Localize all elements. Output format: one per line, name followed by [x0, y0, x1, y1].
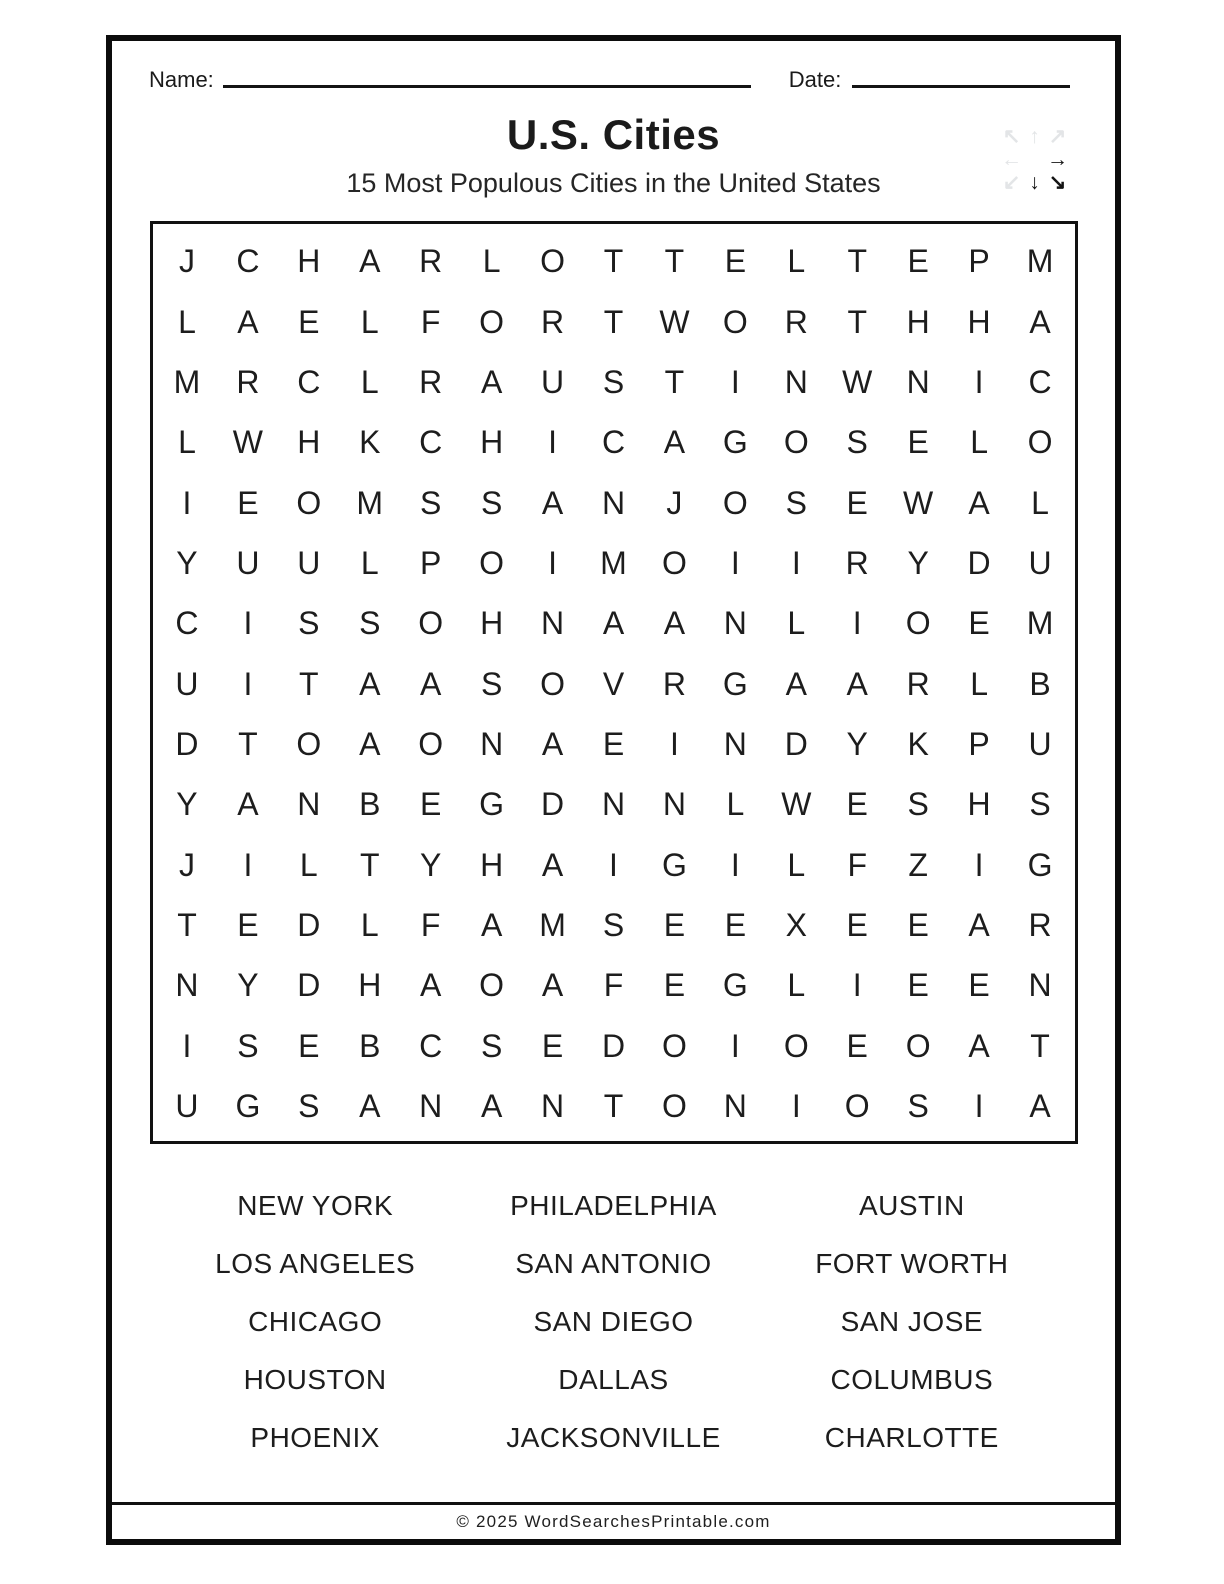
grid-cell-r3c11: N [784, 363, 808, 400]
grid-cell-r13c14: E [968, 967, 990, 1004]
grid-cell-r15c14: I [974, 1087, 984, 1124]
grid-cell-r4c12: S [846, 424, 868, 461]
grid-cell-r14c12: E [846, 1027, 868, 1064]
grid-cell-r10c6: G [479, 786, 505, 823]
grid-cell-r13c7: A [541, 967, 564, 1004]
grid-cell-r15c10: N [723, 1087, 747, 1124]
grid-cell-r9c3: O [296, 725, 322, 762]
grid-cell-r11c8: I [609, 846, 618, 883]
word-item: CHARLOTTE [824, 1421, 999, 1453]
grid-cell-r3c2: R [236, 363, 260, 400]
grid-cell-r4c5: C [419, 424, 443, 461]
grid-cell-r5c12: E [846, 484, 868, 521]
grid-cell-r4c11: O [783, 424, 809, 461]
grid-cell-r12c12: E [846, 906, 868, 943]
grid-cell-r4c6: H [480, 424, 504, 461]
grid-cell-r13c11: L [787, 967, 806, 1004]
grid-cell-r2c4: L [360, 303, 379, 340]
grid-cell-r11c4: T [359, 846, 380, 883]
grid-cell-r4c8: C [601, 424, 626, 461]
grid-cell-r5c15: L [1031, 484, 1049, 521]
grid-cell-r13c9: E [663, 967, 686, 1004]
grid-cell-r2c5: F [420, 303, 441, 340]
grid-cell-r3c4: L [360, 363, 379, 400]
grid-cell-r3c3: C [297, 363, 321, 400]
up-right-arrow: ↗ [1048, 125, 1067, 148]
date-input-line [852, 85, 1070, 88]
word-item: SAN DIEGO [533, 1305, 694, 1337]
grid-cell-r9c10: N [723, 725, 747, 762]
grid-cell-r14c9: O [661, 1027, 687, 1064]
grid-cell-r2c2: A [237, 303, 259, 340]
grid-cell-r15c5: N [419, 1087, 443, 1124]
grid-cell-r8c8: V [602, 665, 625, 702]
grid-cell-r4c15: O [1027, 424, 1053, 461]
left-arrow: ← [1001, 148, 1022, 171]
grid-cell-r9c2: T [238, 725, 258, 762]
word-list-column-1 [166, 1177, 464, 1467]
up-arrow: ↑ [1029, 125, 1040, 148]
grid-cell-r1c9: T [664, 243, 685, 280]
grid-cell-r5c2: E [237, 484, 259, 521]
grid-cell-r7c4: S [359, 605, 381, 642]
word-item: NEW YORK [237, 1189, 394, 1221]
grid-cell-r3c14: I [974, 363, 984, 400]
grid-cell-r5c6: S [480, 484, 503, 521]
word-item: SAN ANTONIO [515, 1247, 712, 1279]
right-arrow: → [1047, 148, 1068, 171]
grid-cell-r7c15: M [1026, 605, 1054, 642]
grid-cell-r8c3: T [299, 665, 319, 702]
grid-cell-r14c5: C [419, 1027, 443, 1064]
grid-cell-r11c15: G [1027, 846, 1053, 883]
grid-cell-r8c11: A [785, 665, 807, 702]
grid-cell-r7c1: C [175, 605, 199, 642]
grid-cell-r3c9: T [664, 363, 685, 400]
grid-cell-r5c7: A [541, 484, 564, 521]
grid-cell-r1c7: O [540, 243, 565, 280]
grid-cell-r1c8: T [603, 243, 624, 280]
grid-cell-r1c1: J [178, 243, 195, 280]
word-item: AUSTIN [858, 1189, 965, 1221]
grid-cell-r11c11: L [787, 846, 806, 883]
grid-cell-r10c12: E [846, 786, 868, 823]
grid-cell-r5c3: O [296, 484, 322, 521]
grid-cell-r6c3: U [297, 544, 321, 581]
grid-cell-r2c10: O [722, 303, 748, 340]
grid-cell-r4c7: I [548, 424, 557, 461]
word-list-column-2 [464, 1177, 762, 1467]
grid-cell-r11c7: A [541, 846, 564, 883]
grid-cell-r6c11: I [791, 544, 801, 581]
grid-cell-r13c1: N [175, 967, 199, 1004]
grid-cell-r13c13: E [907, 967, 929, 1004]
footer-bar [112, 1502, 1115, 1539]
grid-cell-r8c12: A [846, 665, 868, 702]
grid-cell-r15c9: O [661, 1087, 687, 1124]
page-subtitle: 15 Most Populous Cities in the United States [346, 167, 881, 198]
grid-cell-r2c12: T [847, 303, 867, 340]
grid-cell-r8c10: G [722, 665, 748, 702]
grid-cell-r13c2: Y [237, 967, 259, 1004]
grid-cell-r4c4: K [359, 424, 381, 461]
grid-cell-r12c3: D [297, 906, 321, 943]
center-blank [1023, 148, 1046, 171]
grid-cell-r15c8: T [603, 1087, 624, 1124]
down-arrow: ↓ [1029, 171, 1040, 194]
grid-cell-r3c7: U [541, 363, 565, 400]
grid-cell-r9c1: D [175, 725, 199, 762]
grid-cell-r6c12: R [845, 544, 869, 581]
grid-cell-r9c7: A [541, 725, 564, 762]
grid-cell-r10c13: S [907, 786, 929, 823]
grid-cell-r9c13: K [907, 725, 929, 762]
grid-cell-r9c14: P [968, 725, 990, 762]
grid-cell-r1c13: E [907, 243, 929, 280]
grid-cell-r6c9: O [661, 544, 687, 581]
grid-cell-r2c8: T [603, 303, 624, 340]
grid-cell-r15c11: I [791, 1087, 801, 1124]
grid-cell-r14c3: E [298, 1027, 320, 1064]
grid-cell-r11c3: L [299, 846, 318, 883]
grid-cell-r11c1: J [178, 846, 195, 883]
grid-cell-r1c14: P [968, 243, 990, 280]
copyright-text: © 2025 WordSearchesPrintable.com [456, 1512, 771, 1531]
grid-cell-r14c1: I [182, 1027, 192, 1064]
grid-cell-r7c13: O [905, 605, 931, 642]
grid-cell-r6c10: I [730, 544, 740, 581]
grid-cell-r8c1: U [175, 665, 199, 702]
grid-cell-r7c7: N [541, 605, 565, 642]
grid-cell-r14c10: I [730, 1027, 740, 1064]
word-list [166, 1177, 1061, 1467]
grid-cell-r10c11: W [781, 786, 812, 823]
grid-cell-r5c11: S [785, 484, 807, 521]
grid-cell-r5c1: I [182, 484, 192, 521]
grid-cell-r2c11: R [784, 303, 808, 340]
word-item: DALLAS [558, 1363, 669, 1395]
grid-cell-r4c13: E [907, 424, 929, 461]
grid-cell-r13c4: H [358, 967, 382, 1004]
grid-cell-r3c6: A [480, 363, 503, 400]
grid-cell-r12c1: T [177, 906, 197, 943]
direction-indicator [1000, 125, 1069, 194]
grid-cell-r10c4: B [359, 786, 381, 823]
grid-cell-r6c2: U [236, 544, 260, 581]
grid-cell-r13c8: F [603, 967, 624, 1004]
grid-cell-r2c15: A [1029, 303, 1051, 340]
grid-cell-r12c2: E [237, 906, 259, 943]
word-item: COLUMBUS [830, 1363, 994, 1395]
word-item: PHILADELPHIA [510, 1189, 717, 1221]
grid-cell-r9c4: A [359, 725, 381, 762]
grid-cell-r12c5: F [420, 906, 441, 943]
grid-cell-r4c1: L [178, 424, 196, 461]
name-date-row [149, 67, 1078, 93]
grid-cell-r7c5: O [418, 605, 444, 642]
grid-cell-r14c4: B [359, 1027, 381, 1064]
grid-cell-r1c3: H [297, 243, 321, 280]
grid-cell-r11c9: G [661, 846, 687, 883]
grid-cell-r1c4: A [359, 243, 381, 280]
grid-cell-r4c10: G [722, 424, 748, 461]
grid-cell-r8c5: A [420, 665, 442, 702]
grid-cell-r10c7: D [541, 786, 565, 823]
grid-cell-r15c4: A [359, 1087, 381, 1124]
grid-cell-r2c14: H [967, 303, 991, 340]
down-left-arrow: ↙ [1002, 171, 1021, 194]
grid-cell-r12c9: E [663, 906, 686, 943]
grid-cell-r13c10: G [722, 967, 748, 1004]
grid-cell-r13c15: N [1028, 967, 1052, 1004]
grid-cell-r8c15: B [1029, 665, 1051, 702]
grid-cell-r8c13: R [906, 665, 930, 702]
grid-cell-r10c5: E [420, 786, 442, 823]
grid-cell-r8c6: S [480, 665, 503, 702]
word-item: CHICAGO [248, 1305, 383, 1337]
grid-cell-r5c10: O [722, 484, 748, 521]
grid-cell-r12c14: A [968, 906, 990, 943]
grid-cell-r3c13: N [906, 363, 930, 400]
grid-cell-r6c13: Y [907, 544, 929, 581]
grid-cell-r8c9: R [662, 665, 686, 702]
grid-cell-r8c14: L [970, 665, 988, 702]
grid-cell-r14c7: E [541, 1027, 564, 1064]
grid-cell-r9c6: N [480, 725, 504, 762]
grid-cell-r10c15: S [1029, 786, 1051, 823]
grid-cell-r13c3: D [297, 967, 321, 1004]
word-item: JACKSONVILLE [506, 1421, 721, 1453]
page-title: U.S. Cities [506, 111, 721, 158]
grid-cell-r6c5: P [420, 544, 442, 581]
grid-cell-r13c5: A [420, 967, 442, 1004]
grid-cell-r11c13: Z [908, 846, 928, 883]
grid-cell-r13c6: O [479, 967, 505, 1004]
grid-cell-r5c4: M [356, 484, 384, 521]
grid-cell-r14c14: A [968, 1027, 990, 1064]
grid-cell-r6c15: U [1028, 544, 1052, 581]
grid-cell-r12c7: M [539, 906, 566, 943]
grid-cell-r7c3: S [298, 605, 320, 642]
grid-cell-r14c2: S [237, 1027, 259, 1064]
grid-cell-r5c9: J [666, 484, 683, 521]
up-left-arrow: ↖ [1002, 125, 1021, 148]
grid-cell-r1c12: T [847, 243, 867, 280]
grid-cell-r15c15: A [1029, 1087, 1051, 1124]
worksheet [106, 35, 1121, 1545]
grid-cell-r6c1: Y [176, 544, 198, 581]
grid-cell-r11c12: F [847, 846, 867, 883]
grid-cell-r11c10: I [730, 846, 740, 883]
grid-cell-r6c4: L [360, 544, 379, 581]
grid-cell-r13c12: I [852, 967, 862, 1004]
grid-cell-r10c3: N [297, 786, 321, 823]
grid-cell-r3c12: W [842, 363, 873, 400]
grid-cell-r15c2: G [235, 1087, 261, 1124]
grid-cell-r15c13: S [907, 1087, 929, 1124]
grid-cell-r11c6: H [480, 846, 504, 883]
grid-cell-r7c14: E [968, 605, 990, 642]
down-right-arrow: ↘ [1048, 171, 1067, 194]
name-label: Name: [149, 67, 214, 92]
grid-cell-r7c9: A [663, 605, 686, 642]
grid-cell-r10c1: Y [176, 786, 198, 823]
word-item: FORT WORTH [815, 1247, 1009, 1279]
grid-cell-r5c8: N [601, 484, 626, 521]
grid-cell-r12c4: L [360, 906, 379, 943]
grid-cell-r15c1: U [175, 1087, 199, 1124]
grid-cell-r11c2: I [243, 846, 253, 883]
grid-cell-r2c3: E [298, 303, 320, 340]
grid-cell-r9c12: Y [846, 725, 868, 762]
date-label: Date: [788, 67, 842, 92]
grid-cell-r4c9: A [663, 424, 686, 461]
grid-cell-r10c2: A [237, 786, 259, 823]
grid-cell-r2c9: W [659, 303, 690, 340]
grid-cell-r1c2: C [236, 243, 260, 280]
grid-cell-r10c14: H [967, 786, 991, 823]
grid-cell-r10c9: N [662, 786, 686, 823]
grid-cell-r7c11: L [787, 605, 806, 642]
grid-cell-r9c5: O [418, 725, 444, 762]
grid-cell-r8c2: I [243, 665, 253, 702]
grid-cell-r6c6: O [479, 544, 505, 581]
grid-cell-r5c14: A [968, 484, 990, 521]
grid-cell-r2c13: H [906, 303, 930, 340]
grid-cell-r12c13: E [907, 906, 929, 943]
grid-cell-r9c15: U [1028, 725, 1052, 762]
grid-cell-r1c6: L [482, 243, 501, 280]
grid-cell-r15c12: O [844, 1087, 870, 1124]
grid-cell-r9c8: E [602, 725, 625, 762]
name-input-line [223, 85, 751, 88]
grid-cell-r14c15: T [1030, 1027, 1050, 1064]
grid-cell-r3c1: M [173, 363, 201, 400]
letter-grid [150, 221, 1078, 1144]
grid-cell-r10c8: N [601, 786, 626, 823]
grid-cell-r4c2: W [232, 424, 263, 461]
grid-cell-r5c5: S [420, 484, 442, 521]
grid-cell-r14c11: O [783, 1027, 809, 1064]
grid-cell-r1c5: R [419, 243, 443, 280]
grid-cell-r7c6: H [480, 605, 504, 642]
grid-cell-r4c14: L [970, 424, 988, 461]
grid-cell-r1c11: L [787, 243, 806, 280]
word-item: HOUSTON [243, 1363, 387, 1395]
grid-cell-r14c8: D [601, 1027, 626, 1064]
grid-cell-r6c8: M [600, 544, 627, 581]
grid-cell-r8c7: O [540, 665, 565, 702]
grid-cell-r9c11: D [784, 725, 808, 762]
grid-cell-r7c8: A [602, 605, 625, 642]
grid-cell-r12c10: E [724, 906, 747, 943]
word-item: LOS ANGELES [215, 1247, 416, 1279]
word-item: SAN JOSE [840, 1305, 984, 1337]
grid-cell-r1c15: M [1026, 243, 1054, 280]
grid-cell-r5c13: W [903, 484, 934, 521]
grid-cell-r15c6: A [480, 1087, 503, 1124]
grid-cell-r15c3: S [298, 1087, 320, 1124]
grid-cell-r2c7: R [541, 303, 565, 340]
grid-cell-r14c13: O [905, 1027, 931, 1064]
grid-cell-r7c10: N [723, 605, 747, 642]
grid-cell-r2c1: L [178, 303, 196, 340]
grid-cell-r8c4: A [359, 665, 381, 702]
grid-cell-r1c10: E [724, 243, 747, 280]
grid-cell-r6c7: I [548, 544, 557, 581]
grid-cell-r2c6: O [479, 303, 505, 340]
word-item: PHOENIX [250, 1421, 380, 1453]
grid-cell-r3c8: S [602, 363, 625, 400]
grid-cell-r7c2: I [243, 605, 253, 642]
grid-cell-r12c15: R [1028, 906, 1052, 943]
grid-cell-r3c5: R [419, 363, 443, 400]
grid-cell-r4c3: H [297, 424, 321, 461]
grid-cell-r6c14: D [967, 544, 991, 581]
grid-cell-r3c10: I [730, 363, 740, 400]
grid-cell-r9c9: I [669, 725, 679, 762]
grid-cell-r7c12: I [852, 605, 862, 642]
grid-cell-r15c7: N [541, 1087, 565, 1124]
grid-cell-r12c6: A [480, 906, 503, 943]
grid-cell-r12c8: S [602, 906, 625, 943]
grid-cell-r12c11: X [785, 906, 807, 943]
grid-cell-r11c5: Y [420, 846, 442, 883]
grid-cell-r14c6: S [480, 1027, 503, 1064]
grid-cell-r3c15: C [1028, 363, 1052, 400]
grid-cell-r11c14: I [974, 846, 984, 883]
word-list-column-3 [763, 1177, 1061, 1467]
grid-cell-r10c10: L [726, 786, 745, 823]
